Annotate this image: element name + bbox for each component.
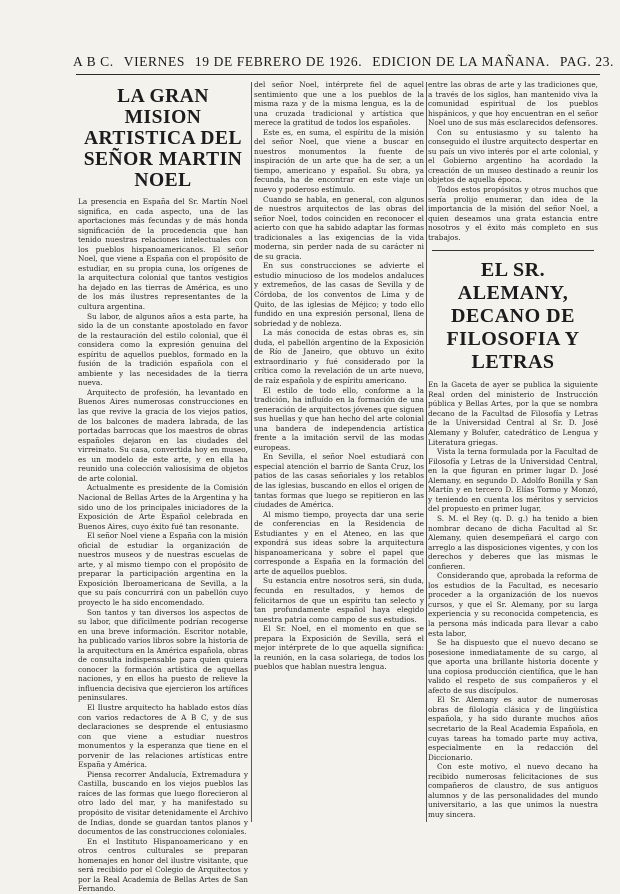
issue-day: VIERNES [123,54,185,69]
column-divider [251,82,252,822]
column-2 [254,80,424,832]
edition-label: EDICION DE LA MAÑANA. [372,54,550,69]
article-paragraph: En el Instituto Hispanoamericano y en otros centros culturales se preparan homenajes en honor del ilustre visitante, que será recibido por el Colegio de Arquitectos y por la Real Academia de Bellas Artes de San Fernando. [78,836,248,894]
article-paragraph: Piensa recorrer Andalucía, Extremadura y Castilla, buscando en los viejos pueblos las raíces de las formas que luego florecieron al otro lado del mar, y ha manifestado su propósito de visitar detenidamente el Archivo de Indias, donde se guardan tantos planos y documentos de las construcciones coloniales. [78,769,248,837]
article-paragraph: Actualmente es presidente de la Comisión Nacional de Bellas Artes de la Argentina y ha sido uno de los principales iniciadores de la Exposición de Arte Español celebrada en Buenos Aires, cuyo éxito fué tan resonante. [78,483,248,531]
article-paragraph: La más conocida de estas obras es, sin duda, el pabellón argentino de la Exposición de Río de Janeiro, que obtuvo un éxito extraordinario y fué considerado por la crítica como la revelación de un arte nuevo, de raíz española y de espíritu americano. [254,328,424,385]
article-paragraph: Con este motivo, el nuevo decano ha recibido numerosas felicitaciones de sus compañeros de claustro, de sus antiguos alumnos y de las personalidades del mundo universitario, a las que unimos la nuestra muy sincera. [428,762,598,819]
article-paragraph: Este es, en suma, el espíritu de la misión del señor Noel, que viene a buscar en nuestros monumentos la fuente de inspiración de un arte que ha de ser, a un tiempo, americano y español. Su obra, ya fecunda, ha de encontrar en este viaje un nuevo y poderoso estímulo. [254,127,424,195]
article-paragraph: El señor Noel viene a España con la misión oficial de estudiar la organización de nuestros museos y de nuestras escuelas de arte, y al mismo tiempo con el propósito de preparar la participación argentina en la Exposición Iberoamericana de Sevilla, a la que su país concurrirá con un pabellón cuyo proyecto le ha sido encomendado. [78,531,248,607]
column-3 [428,80,598,832]
article-paragraph: Todos estos propósitos y otros muchos que sería prolijo enumerar, dan idea de la importancia de la misión del señor Noel, a quien deseamos una grata estancia entre nosotros y el éxito más completo en sus trabajos. [428,185,598,242]
header-rule [76,74,600,75]
column-divider [426,82,427,822]
article-paragraph: Son tantos y tan diversos los aspectos de su labor, que difícilmente podrían recogerse en una breve información. Escritor notable, ha publicado varios libros sobre la historia de la arquitectura en la América española, obras de consulta indispensable para quien quiera conocer la formación artística de aquellas naciones, y en ellos ha puesto de relieve la influencia decisiva que ejercieron los artífices peninsulares. [78,607,248,703]
article-paragraph: En la Gaceta de ayer se publica la siguiente Real orden del ministerio de Instrucción pública y Bellas Artes, por la que se nombra decano de la Facultad de Filosofía y Letras de la Universidad Central al Sr. D. José Alemany y Bolufer, catedrático de Lengua y Literatura griegas. [428,380,598,447]
column-1 [78,80,248,894]
article-paragraph: En Sevilla, el señor Noel estudiará con especial atención el barrio de Santa Cruz, los patios de las casas señoriales y los retablos de las iglesias, buscando en ellos el origen de tantas formas que luego se repitieron en las ciudades de América. [254,452,424,510]
article-paragraph: entre las obras de arte y las tradiciones que, a través de los siglos, han mantenido viva la comunidad espiritual de los pueblos hispánicos, y que hoy encuentran en el señor Noel uno de sus más esclarecidos defensores. [428,80,598,128]
article-paragraph: del señor Noel, intérprete fiel de aquel sentimiento que une a los pueblos de la misma raza y de la misma lengua, es la de una cruzada tradicional y artística que merece la gratitud de todos los españoles. [254,80,424,128]
article-paragraph: Su labor, de algunos años a esta parte, ha sido la de un constante apostolado en favor de la restauración del estilo colonial, que él considera como la expresión genuina del espíritu de aquellos pueblos, formado en la fusión de la tradición española con el ambiente y las necesidades de la tierra nueva. [78,311,248,388]
article-paragraph: El Sr. Alemany es autor de numerosas obras de filología clásica y de lingüística española, y ha sido durante muchos años secretario de la Real Academia Española, en cuyas tareas ha tomado parte muy activa, especialmente en la redacción del Diccionario. [428,695,598,762]
article-paragraph: En sus construcciones se advierte el estudio minucioso de los modelos andaluces y extremeños, de las casas de Sevilla y de Córdoba, de los conventos de Lima y de Quito, de las iglesias de Méjico; y todo ello fundido en una expresión personal, llena de sobriedad y de nobleza. [254,261,424,328]
publication-name: A B C. [73,54,114,69]
article-paragraph: El estilo de todo ello, conforme a la tradición, ha influído en la formación de una generación de arquitectos jóvenes que siguen sus huellas y que han hecho del arte colonial una bandera de independencia artística frente a la imitación servil de las modas europeas. [254,385,424,452]
article-paragraph: Arquitecto de profesión, ha levantado en Buenos Aires numerosas construcciones en las que revive la gracia de los viejos patios, de los balcones de madera labrada, de las portadas barrocas que los maestros de obras españoles dejaron en las ciudades del virreinato. Su casa, convertida hoy en museo, es un modelo de este arte, y en ella ha reunido una colección valiosísima de objetos de arte colonial. [78,387,248,483]
article-paragraph: El Ilustre arquitecto ha hablado estos días con varios redactores de A B C, y de sus declaraciones se desprende el entusiasmo con que viene a estudiar nuestros monumentos y la esperanza que tiene en el porvenir de las relaciones artísticas entre España y América. [78,702,248,770]
page-header [70,54,615,74]
article-headline: EL SR. ALEMANY, DECANO DE FILOSOFIA Y LETRAS [446,259,580,374]
article-paragraph: Su estancia entre nosotros será, sin duda, fecunda en resultados, y hemos de felicitarnos de que un espíritu tan selecto y tan profundamente español haya elegido nuestra patria como campo de sus estudios. [254,576,424,624]
article-paragraph: S. M. el Rey (q. D. g.) ha tenido a bien nombrar decano de dicha Facultad al Sr. Alemany, quien desempeñará el cargo con arreglo a las disposiciones vigentes, y con los derechos y deberes que las mismas le confieren. [428,513,598,571]
article-paragraph: Con su entusiasmo y su talento ha conseguido el ilustre arquitecto despertar en su país un vivo interés por el arte colonial, y el Gobierno argentino ha acordado la creación de un museo destinado a reunir los objetos de aquella época. [428,127,598,185]
article-paragraph: Se ha dispuesto que el nuevo decano se posesione inmediatamente de su cargo, al que aporta una brillante historia docente y una copiosa producción científica, que le han valido el respeto de sus compañeros y el afecto de sus discípulos. [428,638,598,695]
article-paragraph: El Sr. Noel, en el momento en que se prepara la Exposición de Sevilla, será el mejor intérprete de lo que aquella significa: la reunión, en la casa solariega, de todos los pueblos que hablan nuestra lengua. [254,624,424,672]
article-headline: LA GRAN MISION ARTISTICA DEL SEÑOR MARTIN NOEL [83,86,243,191]
article-paragraph: La presencia en España del Sr. Martín Noel significa, en cada aspecto, una de las aportaciones más fecundas y de más honda significación de la procedencia que han tenido nuestras relaciones intelectuales con los pueblos hispanoamericanos. El señor Noel, que viene a España con el propósito de estudiar, en su propia cuna, los orígenes de la arquitectura colonial que tantos vestigios ha dejado en las tierras de América, es uno de los más ilustres representantes de la cultura argentina. [78,197,248,312]
article-paragraph: Cuando se habla, en general, con algunos de nuestros arquitectos de las obras del señor Noel, todos coinciden en reconocer el acierto con que ha sabido adaptar las formas tradicionales a las exigencias de la vida moderna, sin perder nada de su carácter ni de su gracia. [254,194,424,261]
issue-date: 19 DE FEBRERO DE 1926. [194,54,363,69]
article-paragraph: Considerando que, aprobada la reforma de los estudios de la Facultad, es necesario proceder a la organización de los nuevos cursos, y que el Sr. Alemany, por su larga experiencia y su reconocida competencia, es la persona más indicada para llevar a cabo esta labor, [428,571,598,638]
page-number: PAG. 23. [559,54,615,69]
article-separator [432,250,594,251]
article-paragraph: Vista la terna formulada por la Facultad de Filosofía y Letras de la Universidad Central, en la que figuran en primer lugar D. José Alemany, en segundo D. Adolfo Bonilla y San Martín y en tercero D. Elías Tormo y Monzó, y teniendo en cuenta los méritos y servicios del propuesto en primer lugar, [428,447,598,514]
article-paragraph: Al mismo tiempo, proyecta dar una serie de conferencias en la Residencia de Estudiantes y en el Ateneo, en las que expondrá sus ideas sobre la arquitectura hispanoamericana y sobre el papel que corresponde a España en la formación del arte de aquellos pueblos. [254,509,424,576]
